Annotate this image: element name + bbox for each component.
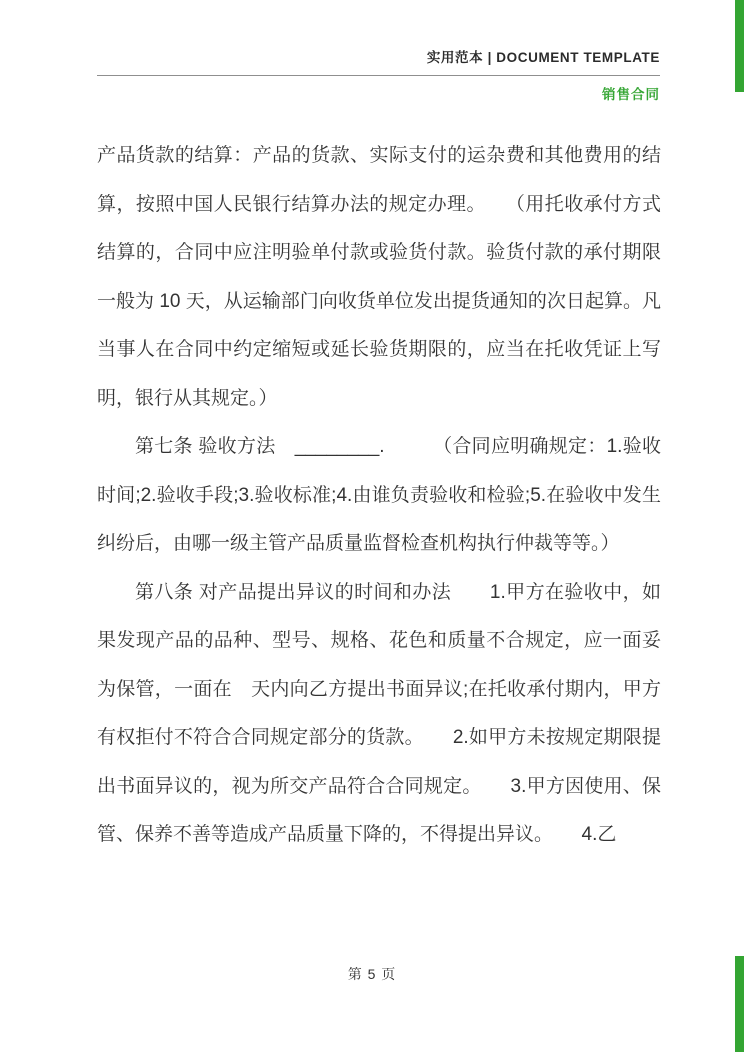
top-right-accent-bar — [735, 0, 744, 92]
document-type-label: 销售合同 — [602, 87, 660, 102]
page-header — [97, 46, 660, 103]
brand-text: 实用范本 | DOCUMENT TEMPLATE — [426, 50, 660, 65]
page-number: 第 5 页 — [347, 966, 397, 982]
paragraph-payment-settlement: 产品货款的结算：产品的货款、实际支付的运杂费和其他费用的结算，按照中国人民银行结算办法的规定办理。 （用托收承付方式结算的，合同中应注明验单付款或验货付款。验货付款的承付期限一般为 10 天，从运输部门向收货单位发出提货通知的次日起算。凡当事人在合同中约定缩短或延长验货期限的，应当在托收凭证上写明，银行从其规定。） — [97, 145, 661, 409]
header-divider — [97, 75, 660, 76]
paragraph-article-8: 第八条 对产品提出异议的时间和办法 1.甲方在验收中，如果发现产品的品种、型号、规格、花色和质量不合规定，应一面妥为保管，一面在 天内向乙方提出书面异议;在托收承付期内，甲方有权拒付不符合合同规定部分的货款。 2.如甲方未按规定期限提出书面异议的，视为所交产品符合合同规定。 3.甲方因使用、保管、保养不善等造成产品质量下降的，不得提出异议。 4.乙 — [97, 581, 661, 845]
paragraph-article-7: 第七条 验收方法 ________. （合同应明确规定：1.验收时间;2.验收手段;3.验收标准;4.由谁负责验收和检验;5.在验收中发生纠纷后，由哪一级主管产品质量监督检查机构执行仲裁等等。） — [97, 436, 661, 554]
document-body — [97, 132, 661, 860]
page-footer — [0, 964, 744, 984]
